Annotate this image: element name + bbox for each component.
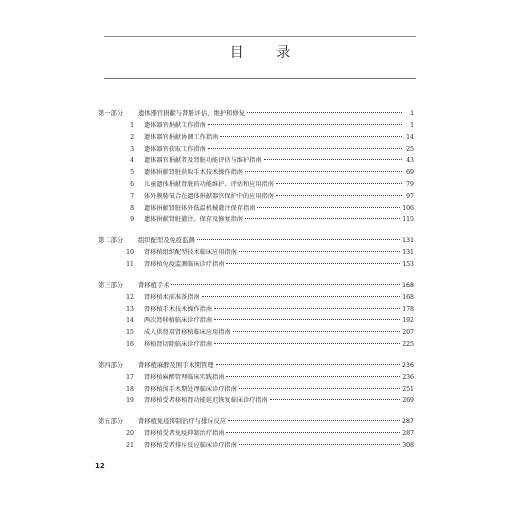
- toc-entry-row: [98, 292, 414, 304]
- part-label: 第三部分: [98, 281, 124, 289]
- entry-title: 肾移植受者移植肾功能延迟恢复临床诊疗指南: [144, 397, 268, 405]
- toc-part-row: [98, 235, 414, 247]
- toc-entry-row: [98, 384, 414, 396]
- entry-number: 20: [126, 430, 134, 438]
- part-title: 遗体器官捐献与肾脏评估、维护和修复: [138, 110, 246, 117]
- part-title: 肾移植手术: [138, 281, 170, 289]
- entry-number: 18: [126, 385, 134, 393]
- entry-number: 11: [126, 260, 134, 268]
- dot-leader: [276, 195, 402, 196]
- entry-number: 6: [130, 180, 134, 188]
- dot-leader: [239, 251, 400, 252]
- entry-page: 236: [402, 373, 414, 381]
- toc-entry-row: [98, 167, 414, 179]
- entry-number: 9: [130, 216, 134, 224]
- dot-leader: [226, 376, 400, 377]
- toc-entry-row: [98, 372, 414, 384]
- entry-title: 成人供肾双肾移植临床应用指南: [144, 329, 231, 337]
- toc-part-row: [98, 416, 414, 428]
- entry-number: 13: [126, 305, 134, 313]
- entry-page: 308: [402, 441, 414, 449]
- entry-title: 肾移植术前准备指南: [144, 293, 200, 301]
- toc-entry-row: [98, 247, 414, 259]
- entry-title: 遗体器官捐献工作指南: [144, 122, 206, 129]
- table-of-contents: [98, 108, 414, 452]
- entry-page: 269: [402, 397, 414, 405]
- entry-title: 遗体器官捐献者及肾脏功能评估与维护指南: [144, 157, 262, 165]
- dot-leader: [202, 296, 401, 297]
- dot-leader: [214, 319, 400, 320]
- entry-number: 7: [130, 192, 134, 200]
- section-gap: [98, 226, 414, 232]
- toc-entry-row: [98, 339, 414, 351]
- entry-page: 69: [406, 169, 414, 177]
- entry-number: 19: [126, 397, 134, 405]
- entry-number: 10: [126, 249, 134, 257]
- section-gap: [98, 407, 414, 413]
- toc-entry-row: [98, 132, 414, 144]
- entry-title: 肾移植麻醉管理临床实践指南: [144, 373, 225, 381]
- dot-leader: [245, 171, 402, 172]
- part-page: 236: [401, 361, 414, 369]
- entry-title: 肾移植围手术期处理临床诊疗指南: [144, 385, 237, 393]
- entry-page: 1: [410, 122, 414, 129]
- entry-title: 肾移植手术技术操作指南: [144, 305, 213, 313]
- entry-title: 遗体捐献肾脏获取手术技术操作指南: [144, 169, 243, 177]
- entry-title: 肾移植组织配型技术临床应用指南: [144, 249, 237, 257]
- entry-number: 2: [130, 133, 134, 141]
- page-title: 目 录: [229, 45, 305, 61]
- entry-page: 168: [402, 293, 414, 301]
- dot-leader: [197, 239, 400, 240]
- page-number: 12: [95, 462, 105, 470]
- entry-number: 21: [126, 441, 134, 449]
- entry-number: 16: [126, 340, 134, 348]
- entry-page: 225: [402, 340, 414, 348]
- entry-page: 25: [406, 145, 414, 153]
- entry-page: 79: [406, 180, 414, 188]
- toc-entry-row: [98, 144, 414, 156]
- part-label: 第二部分: [98, 237, 124, 245]
- entry-number: 4: [130, 157, 134, 165]
- dot-leader: [208, 124, 402, 125]
- toc-entry-row: [98, 440, 414, 452]
- part-page: 1: [409, 110, 414, 117]
- entry-number: 17: [126, 373, 134, 381]
- dot-leader: [264, 159, 402, 160]
- entry-title: 遗体器官获取工作指南: [144, 145, 206, 153]
- toc-part-row: [98, 108, 414, 120]
- entry-page: 14: [406, 133, 414, 141]
- section-gap: [98, 271, 414, 277]
- entry-page: 106: [402, 204, 414, 212]
- toc-entry-row: [98, 155, 414, 167]
- part-label: 第一部分: [98, 110, 124, 117]
- dot-leader: [239, 444, 400, 445]
- dot-leader: [233, 331, 401, 332]
- entry-title: 体外膜肺氧合在遗体捐献器官保护中的应用指南: [144, 192, 274, 200]
- toc-entry-row: [98, 191, 414, 203]
- entry-page: 131: [402, 249, 414, 257]
- header-rule: [104, 36, 416, 37]
- part-page: 287: [401, 418, 414, 426]
- toc-entry-row: [98, 214, 414, 226]
- toc-part-row: [98, 280, 414, 292]
- entry-title: 儿童遗体捐献肾脏的功能维护、评估和应用指南: [144, 180, 274, 188]
- section-gap: [98, 351, 414, 357]
- entry-page: 97: [406, 192, 414, 200]
- entry-number: 5: [130, 169, 134, 177]
- dot-leader: [245, 218, 400, 219]
- entry-number: 3: [130, 145, 134, 153]
- toc-entry-row: [98, 120, 414, 132]
- dot-leader: [220, 136, 402, 137]
- dot-leader: [208, 148, 402, 149]
- entry-title: 遗体捐献肾脏体外低温机械灌注保存指南: [144, 204, 256, 212]
- toc-entry-row: [98, 327, 414, 339]
- entry-number: 15: [126, 329, 134, 337]
- entry-page: 178: [402, 305, 414, 313]
- entry-number: 8: [130, 204, 134, 212]
- entry-title: 遗体器官捐献协调工作指南: [144, 133, 219, 141]
- dot-leader: [216, 364, 400, 365]
- entry-title: 遗体捐献肾脏灌注、保存及修复指南: [144, 216, 243, 224]
- toc-entry-row: [98, 395, 414, 407]
- part-title: 肾移植麻醉及围手术期管理: [138, 361, 214, 369]
- entry-title: 肾移植受者排斥反应临床诊疗指南: [144, 441, 237, 449]
- entry-title: 移植肾切除临床诊疗指南: [144, 340, 213, 348]
- part-title: 组织配型及免疫监测: [138, 237, 195, 245]
- dot-leader: [257, 207, 400, 208]
- toc-entry-row: [98, 179, 414, 191]
- dot-leader: [228, 420, 400, 421]
- entry-page: 207: [402, 329, 414, 337]
- part-title: 肾移植免疫抑制治疗与排斥反应: [138, 418, 227, 426]
- entry-page: 43: [406, 157, 414, 165]
- dot-leader: [171, 284, 399, 285]
- entry-number: 14: [126, 317, 134, 325]
- entry-title: 肾移植免疫监测临床诊疗指南: [144, 260, 225, 268]
- entry-title: 肾移植受者免疫抑制治疗指南: [144, 430, 225, 438]
- entry-page: 115: [402, 216, 414, 224]
- dot-leader: [239, 388, 400, 389]
- entry-title: 两次肾移植临床诊疗指南: [144, 317, 213, 325]
- dot-leader: [226, 432, 400, 433]
- entry-number: 1: [130, 122, 134, 129]
- part-label: 第五部分: [98, 418, 124, 426]
- dot-leader: [214, 343, 400, 344]
- toc-entry-row: [98, 304, 414, 316]
- dot-leader: [270, 399, 400, 400]
- entry-page: 251: [402, 385, 414, 393]
- entry-number: 12: [126, 293, 134, 301]
- toc-entry-row: [98, 315, 414, 327]
- entry-page: 153: [402, 260, 414, 268]
- dot-leader: [214, 308, 400, 309]
- part-label: 第四部分: [98, 361, 124, 369]
- entry-page: 287: [402, 430, 414, 438]
- dot-leader: [247, 112, 402, 113]
- title-rule: [104, 78, 416, 79]
- toc-part-row: [98, 360, 414, 372]
- toc-entry-row: [98, 428, 414, 440]
- toc-entry-row: [98, 203, 414, 215]
- dot-leader: [226, 263, 400, 264]
- part-page: 168: [401, 281, 414, 289]
- part-page: 131: [401, 237, 414, 245]
- dot-leader: [276, 183, 402, 184]
- entry-page: 192: [402, 317, 414, 325]
- toc-entry-row: [98, 259, 414, 271]
